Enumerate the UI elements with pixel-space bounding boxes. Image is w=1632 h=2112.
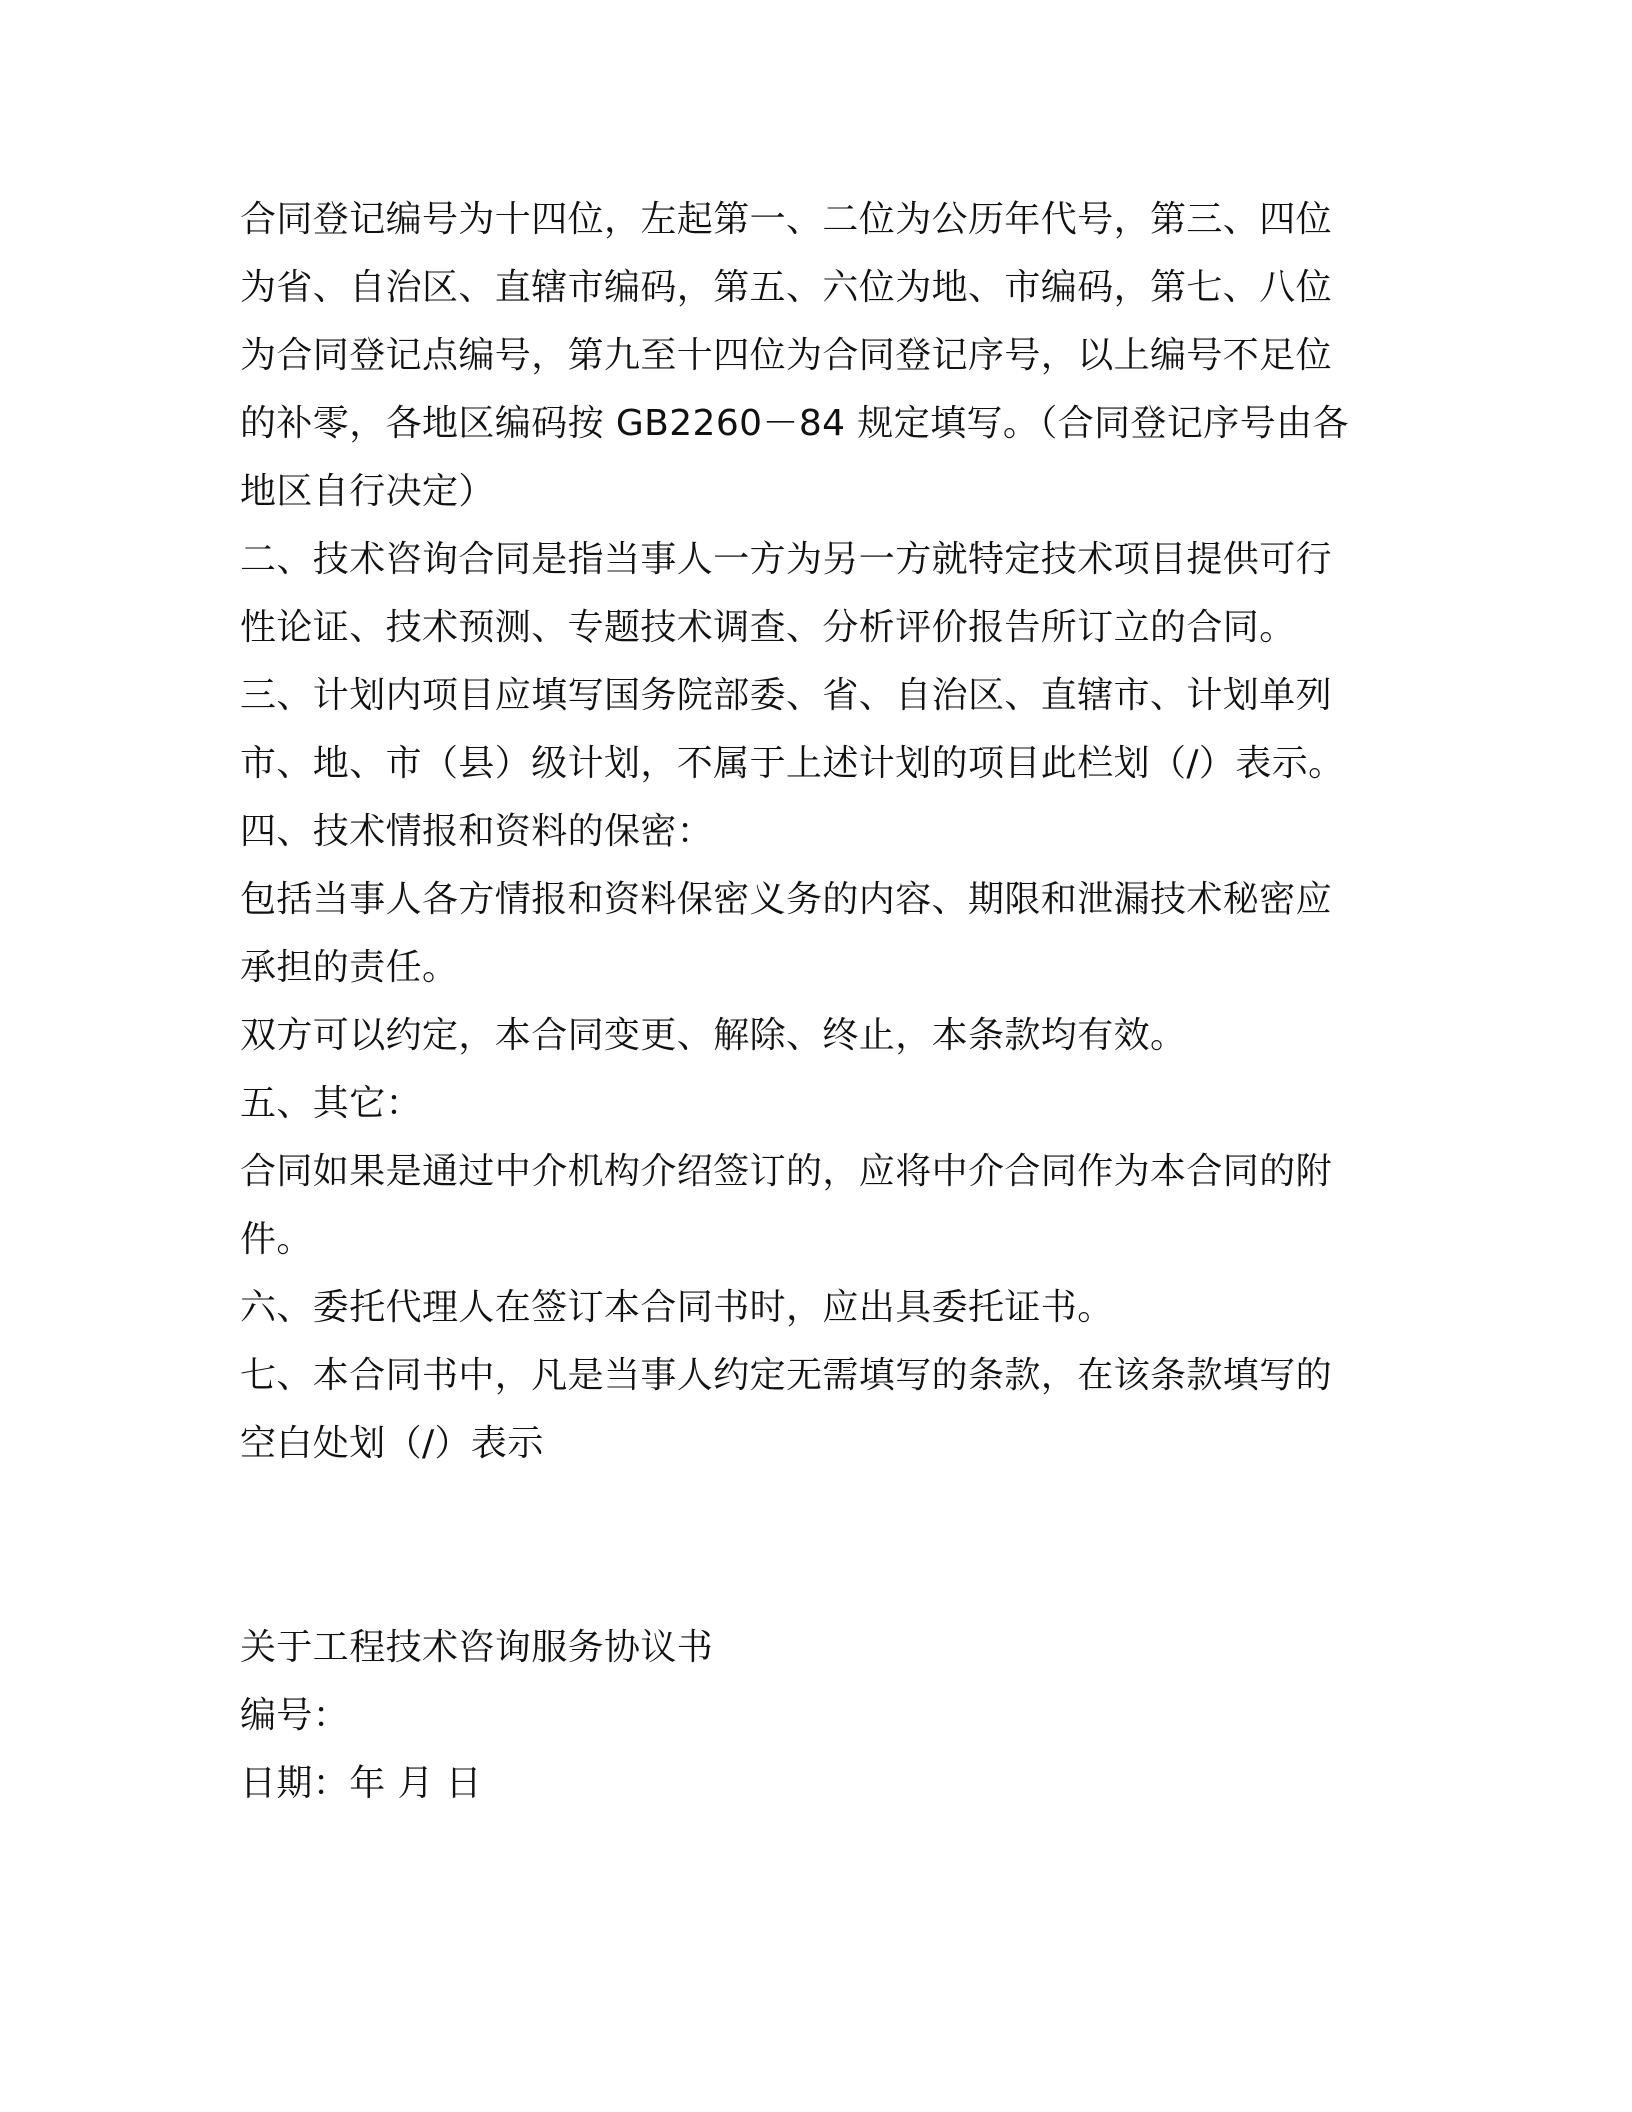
section-spacer <box>240 1478 1380 1614</box>
text-line: 六、委托代理人在签订本合同书时，应出具委托证书。 <box>240 1287 1114 1328</box>
paragraph-item-6 <box>240 1274 1380 1342</box>
paragraph-intermediary <box>240 1138 1380 1274</box>
text-line: 四、技术情报和资料的保密： <box>240 811 714 852</box>
paragraph-item-4-heading <box>240 798 1380 866</box>
paragraph-confidentiality <box>240 866 1380 1002</box>
agreement-date-label: 日期：年 月 日 <box>240 1763 483 1804</box>
text-line: 双方可以约定，本合同变更、解除、终止，本条款均有效。 <box>240 1015 1187 1056</box>
text-line: 为合同登记点编号，第九至十四位为合同登记序号，以上编号不足位 <box>240 335 1333 376</box>
paragraph-item-2 <box>240 526 1380 662</box>
text-line: 包括当事人各方情报和资料保密义务的内容、期限和泄漏技术秘密应 <box>240 879 1333 920</box>
text-line: 七、本合同书中，凡是当事人约定无需填写的条款，在该条款填写的 <box>240 1355 1333 1396</box>
paragraph-registration-number <box>240 186 1380 526</box>
paragraph-item-3 <box>240 662 1380 798</box>
text-line: 三、计划内项目应填写国务院部委、省、自治区、直辖市、计划单列 <box>240 675 1333 716</box>
text-line: 二、技术咨询合同是指当事人一方为另一方就特定技术项目提供可行 <box>240 539 1333 580</box>
document-body <box>240 186 1380 1818</box>
paragraph-item-5-heading <box>240 1070 1380 1138</box>
text-line: 空白处划（/）表示 <box>240 1423 544 1464</box>
text-line: 地区自行决定） <box>240 471 495 512</box>
agreement-number-label: 编号： <box>240 1695 350 1736</box>
agreement-title: 关于工程技术咨询服务协议书 <box>240 1627 714 1668</box>
paragraph-validity <box>240 1002 1380 1070</box>
text-line: 市、地、市（县）级计划，不属于上述计划的项目此栏划（/）表示。 <box>240 743 1345 784</box>
text-line: 合同如果是通过中介机构介绍签订的，应将中介合同作为本合同的附 <box>240 1151 1333 1192</box>
text-line: 性论证、技术预测、专题技术调查、分析评价报告所订立的合同。 <box>240 607 1296 648</box>
text-line: 的补零，各地区编码按 GB2260－84 规定填写。（合同登记序号由各 <box>240 403 1349 444</box>
paragraph-item-7 <box>240 1342 1380 1478</box>
text-line: 件。 <box>240 1219 313 1260</box>
text-line: 承担的责任。 <box>240 947 459 988</box>
text-line: 为省、自治区、直辖市编码，第五、六位为地、市编码，第七、八位 <box>240 267 1333 308</box>
text-line: 五、其它： <box>240 1083 423 1124</box>
text-line: 合同登记编号为十四位，左起第一、二位为公历年代号，第三、四位 <box>240 199 1333 240</box>
